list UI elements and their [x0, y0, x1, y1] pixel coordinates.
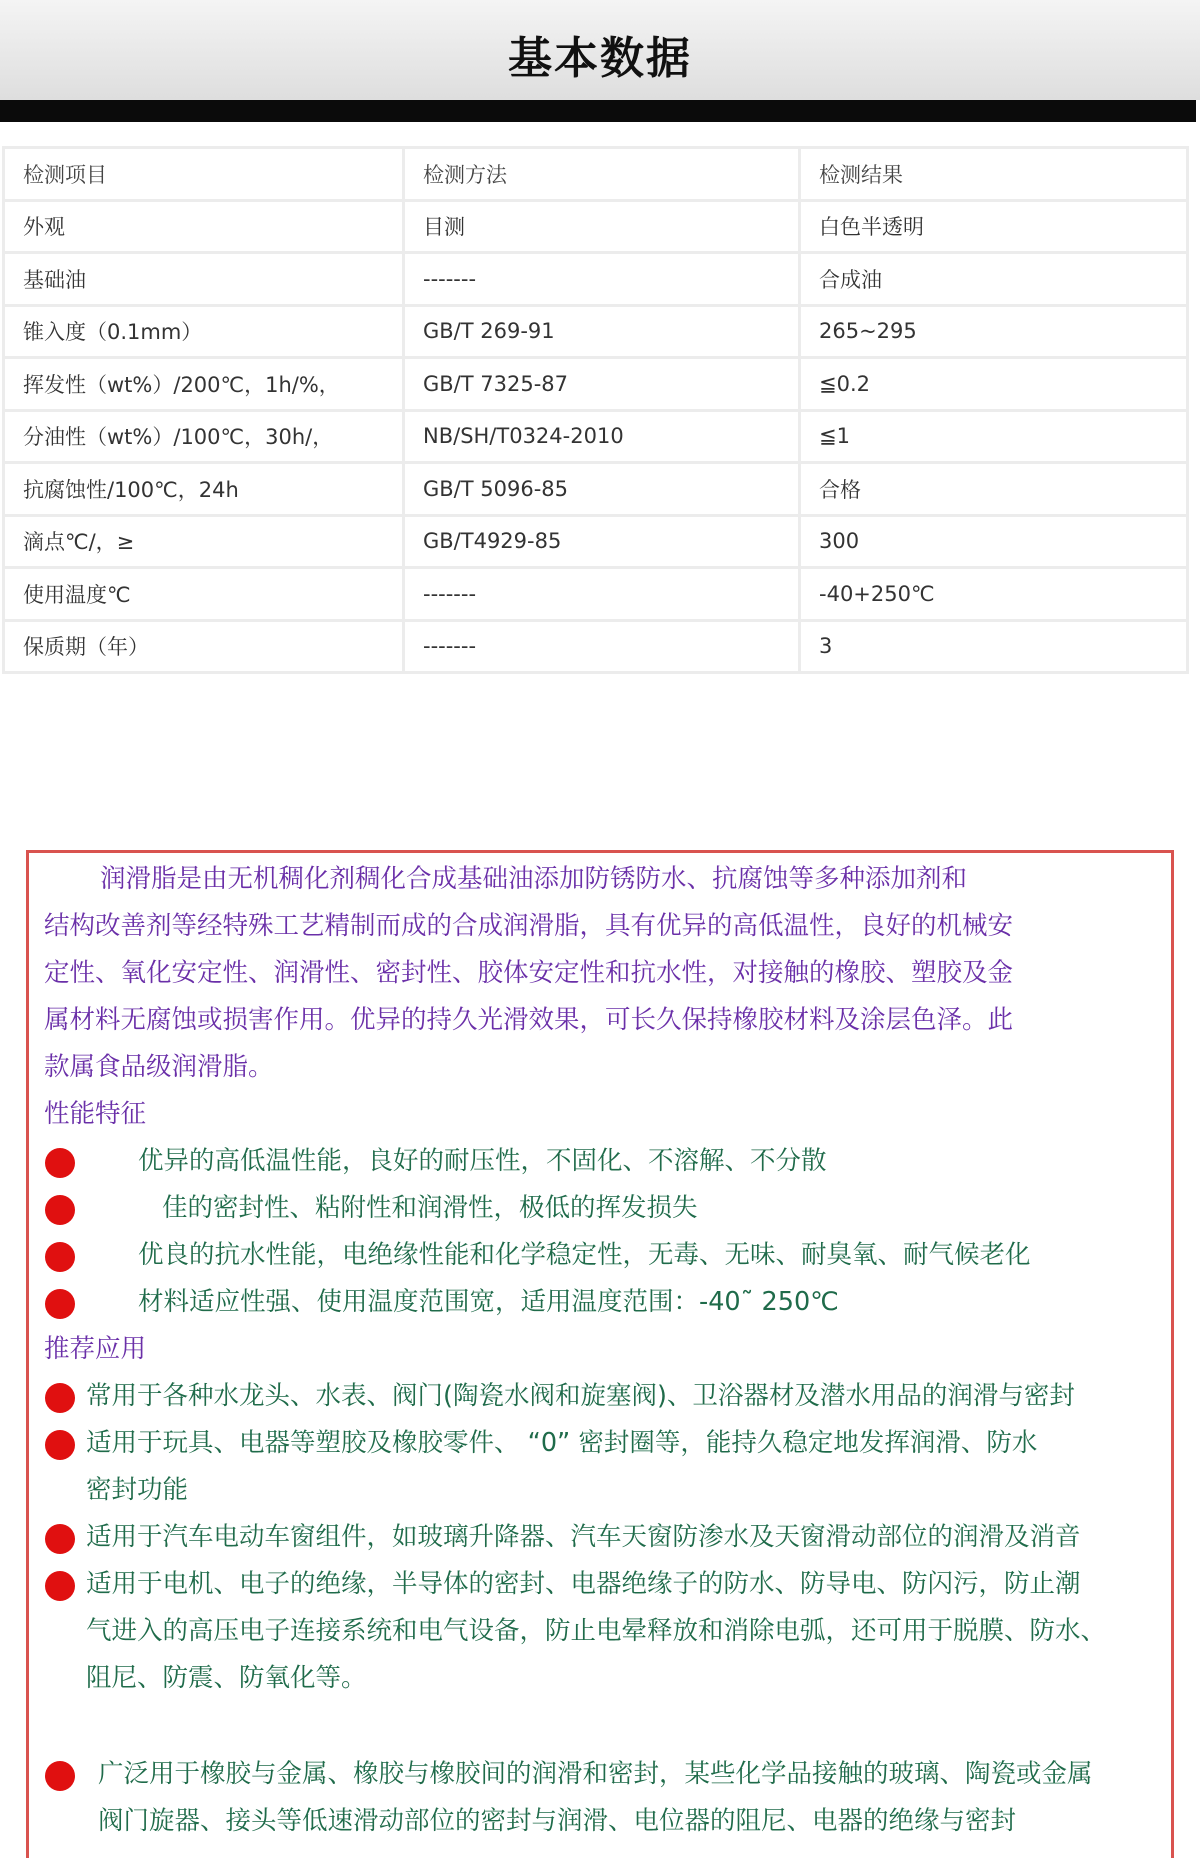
table-row: [4, 620, 1188, 673]
spec-table: [2, 146, 1189, 674]
table-cell-result: 265~295: [800, 305, 1188, 358]
red-bullet-icon: [45, 1383, 75, 1413]
feature-item: 优异的高低温性能，良好的耐压性，不固化、不溶解、不分散: [138, 1146, 827, 1176]
feature-item: 材料适应性强、使用温度范围宽，适用温度范围：-40˜ 250℃: [138, 1287, 839, 1317]
table-cell-result: 合成油: [800, 253, 1188, 306]
table-row: [4, 358, 1188, 411]
table-cell-method: GB/T 269-91: [404, 305, 800, 358]
table-cell-item: 基础油: [4, 253, 404, 306]
table-cell-method: 目测: [404, 200, 800, 253]
application-item: 广泛用于橡胶与金属、橡胶与橡胶间的润滑和密封，某些化学品接触的玻璃、陶瓷或金属 阀门旋器、接头等低速滑动部位的密封与润滑、电位器的阻尼、电器的绝缘与密封: [98, 1759, 1093, 1836]
table-row: [4, 200, 1188, 253]
red-bullet-icon: [45, 1242, 75, 1272]
description-line: 属材料无腐蚀或损害作用。优异的持久光滑效果，可长久保持橡胶材料及涂层色泽。此: [44, 1005, 1014, 1035]
application-item: 适用于汽车电动车窗组件，如玻璃升降器、汽车天窗防渗水及天窗滑动部位的润滑及消音: [86, 1522, 1081, 1552]
table-row: [4, 515, 1188, 568]
table-cell-method: -------: [404, 568, 800, 621]
table-cell-result: 3: [800, 620, 1188, 673]
table-cell-method: -------: [404, 253, 800, 306]
description-line: 定性、氧化安定性、润滑性、密封性、胶体安定性和抗水性，对接触的橡胶、塑胶及金: [44, 958, 1014, 988]
table-row: [4, 463, 1188, 516]
table-cell-result: 白色半透明: [800, 200, 1188, 253]
description-line: 款属食品级润滑脂。: [44, 1052, 274, 1082]
description-line: 结构改善剂等经特殊工艺精制而成的合成润滑脂，具有优异的高低温性，良好的机械安: [44, 911, 1014, 941]
table-cell-method: -------: [404, 620, 800, 673]
red-bullet-icon: [45, 1289, 75, 1319]
table-cell-result: ≦1: [800, 410, 1188, 463]
table-cell-item: 分油性（wt%）/100℃，30h/，: [4, 410, 404, 463]
application-item: 常用于各种水龙头、水表、阀门(陶瓷水阀和旋塞阀)、卫浴器材及潜水用品的润滑与密封: [86, 1381, 1075, 1411]
table-cell-item: 外观: [4, 200, 404, 253]
red-bullet-icon: [45, 1430, 75, 1460]
features-heading: 性能特征: [44, 1099, 147, 1129]
table-cell-method: NB/SH/T0324-2010: [404, 410, 800, 463]
red-bullet-icon: [45, 1761, 75, 1791]
table-row: [4, 568, 1188, 621]
table-cell-item: 滴点℃/，≥: [4, 515, 404, 568]
table-cell-result: 300: [800, 515, 1188, 568]
header-divider: [0, 100, 1196, 122]
table-cell-result: -40+250℃: [800, 568, 1188, 621]
column-header-result: 检测结果: [800, 148, 1188, 201]
table-cell-result: ≦0.2: [800, 358, 1188, 411]
table-cell-item: 锥入度（0.1mm）: [4, 305, 404, 358]
feature-item: 优良的抗水性能，电绝缘性能和化学稳定性，无毒、无味、耐臭氧、耐气候老化: [138, 1240, 1031, 1270]
red-bullet-icon: [45, 1195, 75, 1225]
table-cell-method: GB/T 7325-87: [404, 358, 800, 411]
table-header-row: [4, 148, 1188, 201]
application-item: 适用于电机、电子的绝缘，半导体的密封、电器绝缘子的防水、防导电、防闪污，防止潮 气进入的高压电子连接系统和电气设备，防止电晕释放和消除电弧，还可用于脱膜、防水、 阻尼、防震、防氧化等。: [86, 1569, 1107, 1693]
table-cell-item: 挥发性（wt%）/200℃，1h/%，: [4, 358, 404, 411]
column-header-method: 检测方法: [404, 148, 800, 201]
red-bullet-icon: [45, 1148, 75, 1178]
red-bullet-icon: [45, 1571, 75, 1601]
table-cell-item: 抗腐蚀性/100℃，24h: [4, 463, 404, 516]
description-line: 润滑脂是由无机稠化剂稠化合成基础油添加防锈防水、抗腐蚀等多种添加剂和: [100, 864, 968, 894]
page-title: 基本数据: [508, 33, 692, 84]
column-header-item: 检测项目: [4, 148, 404, 201]
table-cell-item: 使用温度℃: [4, 568, 404, 621]
table-cell-method: GB/T 5096-85: [404, 463, 800, 516]
table-row: [4, 253, 1188, 306]
table-cell-item: 保质期（年）: [4, 620, 404, 673]
applications-heading: 推荐应用: [44, 1334, 147, 1364]
table-cell-method: GB/T4929-85: [404, 515, 800, 568]
red-bullet-icon: [45, 1524, 75, 1554]
feature-item: 佳的密封性、粘附性和润滑性，极低的挥发损失: [162, 1193, 698, 1223]
table-row: [4, 305, 1188, 358]
table-row: [4, 410, 1188, 463]
table-cell-result: 合格: [800, 463, 1188, 516]
application-item: 适用于玩具、电器等塑胶及橡胶零件、 “0” 密封圈等，能持久稳定地发挥润滑、防水 密封功能: [86, 1428, 1038, 1505]
